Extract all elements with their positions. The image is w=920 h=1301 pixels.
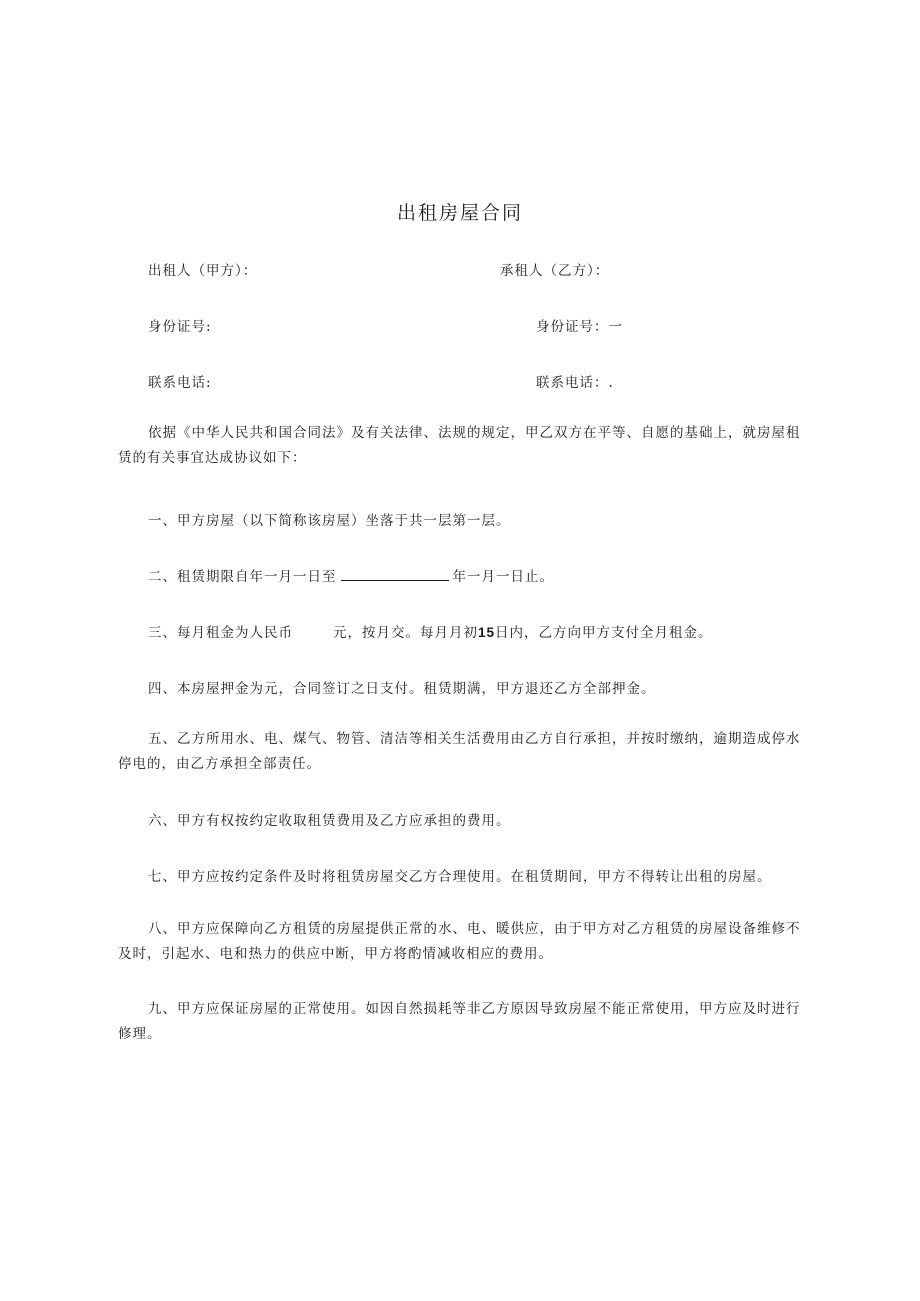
lessor-label: 出租人（甲方）： <box>148 263 258 279</box>
lessor-phone-label: 联系电话: <box>148 375 212 391</box>
clause-4: 四、本房屋押金为元，合同签订之日支付。租赁期满，甲方退还乙方全部押金。 <box>148 681 656 697</box>
lessee-phone-label: 联系电话：. <box>536 375 614 391</box>
clause-2 <box>148 565 554 585</box>
clause-1: 一、甲方房屋（以下简称该房屋）坐落于共一层第一层。 <box>148 513 511 529</box>
payment-day: 15 <box>478 625 496 640</box>
clause-9: 九、甲方应保证房屋的正常使用。如因自然损耗等非乙方原因导致房屋不能正常使用，甲方应及时进行修理。 <box>118 1001 801 1042</box>
clause-3-start: 三、每月租金为人民币 <box>148 625 293 641</box>
lessor-id-label: 身份证号: <box>148 319 212 335</box>
lessee-label: 承租人（乙方）： <box>500 263 610 279</box>
clause-3-middle: 元，按月交。每月月初 <box>333 625 478 641</box>
clause-5: 五、乙方所用水、电、煤气、物管、清洁等相关生活费用由乙方自行承担，并按时缴纳，逾期造成停水停电的，由乙方承担全部责任。 <box>118 731 801 772</box>
lessee-id-label: 身份证号：一 <box>536 319 623 335</box>
clause-3-end: 日内，乙方向甲方支付全月租金。 <box>495 625 713 641</box>
clause-2-start: 二、租赁期限自年一月一日至 <box>148 569 337 585</box>
preamble-paragraph: 依据《中华人民共和国合同法》及有关法律、法规的规定，甲乙双方在平等、自愿的基础上，就房屋租赁的有关事宜达成协议如下： <box>118 425 801 466</box>
clause-6: 六、甲方有权按约定收取租赁费用及乙方应承担的费用。 <box>148 813 511 829</box>
clause-7: 七、甲方应按约定条件及时将租赁房屋交乙方合理使用。在租赁期间，甲方不得转让出租的房屋。 <box>148 869 772 885</box>
contract-title: 出租房屋合同 <box>396 202 523 224</box>
clause-8: 八、甲方应保障向乙方租赁的房屋提供正常的水、电、暖供应，由于甲方对乙方租赁的房屋设备维修不及时，引起水、电和热力的供应中断，甲方将酌情减收相应的费用。 <box>118 921 801 962</box>
end-date-blank <box>341 568 449 581</box>
clause-2-end: 年一月一日止。 <box>452 569 554 585</box>
clause-3 <box>148 621 713 641</box>
